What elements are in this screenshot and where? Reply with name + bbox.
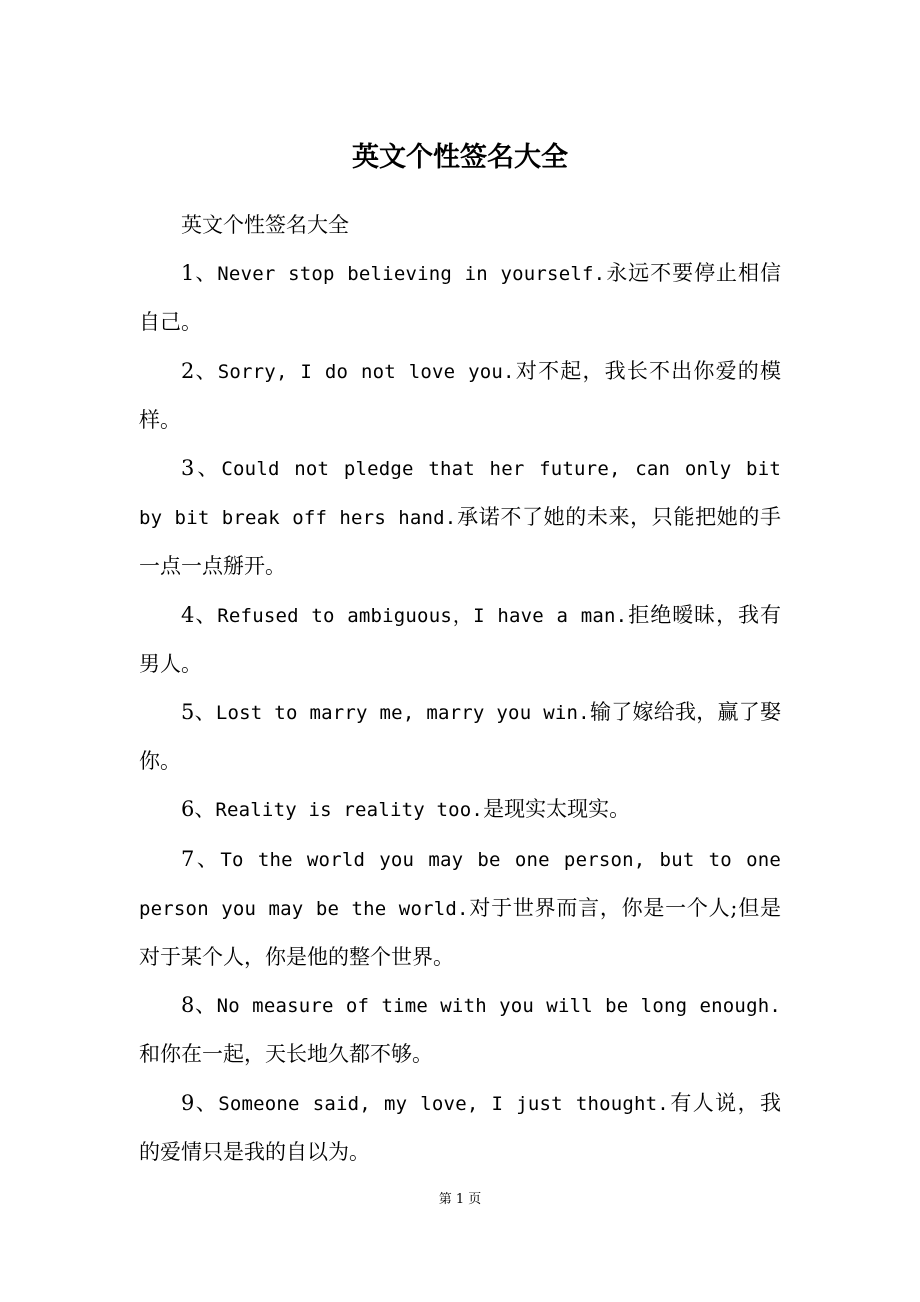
page-number: 1 — [455, 1192, 465, 1207]
item-number: 4、 — [181, 602, 218, 627]
item-english: Sorry, I do not love you. — [217, 360, 515, 383]
list-item — [139, 835, 781, 982]
list-item — [139, 444, 781, 591]
item-english: Reality is reality too. — [215, 799, 484, 822]
item-chinese: 输了嫁给我，赢了娶你。 — [139, 700, 781, 774]
document-body — [139, 201, 781, 1176]
subtitle: 英文个性签名大全 — [181, 213, 349, 237]
item-english: No measure of time with you will be long enough. — [216, 995, 781, 1018]
item-english: Could not pledge that her future, can only bit by bit break off hers hand. — [139, 458, 781, 530]
item-number: 7、 — [181, 846, 221, 871]
item-english: To the world you may be one person, but to one person you may be the world. — [139, 848, 781, 920]
list-item — [139, 1079, 781, 1176]
item-chinese: 对于世界而言，你是一个人;但是对于某个人，你是他的整个世界。 — [139, 895, 781, 970]
item-number: 3、 — [181, 456, 222, 481]
list-item — [139, 591, 781, 688]
item-number: 6、 — [181, 797, 216, 822]
list-item — [139, 347, 781, 444]
item-english: Lost to marry me, marry you win. — [215, 702, 590, 725]
item-chinese: 是现实太现实。 — [483, 797, 631, 822]
item-chinese: 对不起，我长不出你爱的模样。 — [139, 358, 781, 432]
item-english: Someone said, my love, I just thought. — [218, 1092, 669, 1115]
item-english: Never stop believing in yourself. — [217, 263, 606, 286]
list-item — [139, 981, 781, 1078]
item-chinese: 和你在一起，天长地久都不够。 — [139, 1042, 433, 1067]
page-title: 英文个性签名大全 — [352, 142, 568, 173]
list-item — [139, 688, 781, 785]
page-label-suffix: 页 — [468, 1192, 482, 1207]
item-number: 8、 — [181, 993, 217, 1018]
item-number: 1、 — [181, 261, 218, 286]
item-number: 5、 — [181, 700, 216, 725]
item-chinese: 有人说，我的爱情只是我的自以为。 — [139, 1090, 781, 1164]
item-chinese: 永远不要停止相信自己。 — [139, 261, 781, 335]
item-english: Refused to ambiguous，I have a man. — [217, 604, 628, 627]
page-footer — [0, 1190, 920, 1210]
item-number: 9、 — [181, 1090, 219, 1115]
list-item — [139, 785, 781, 834]
page-label-prefix: 第 — [438, 1192, 452, 1207]
item-chinese: 拒绝暧昧，我有男人。 — [139, 602, 781, 676]
item-number: 2、 — [181, 358, 218, 383]
item-chinese: 承诺不了她的未来，只能把她的手一点一点掰开。 — [139, 505, 781, 579]
list-item — [139, 249, 781, 346]
